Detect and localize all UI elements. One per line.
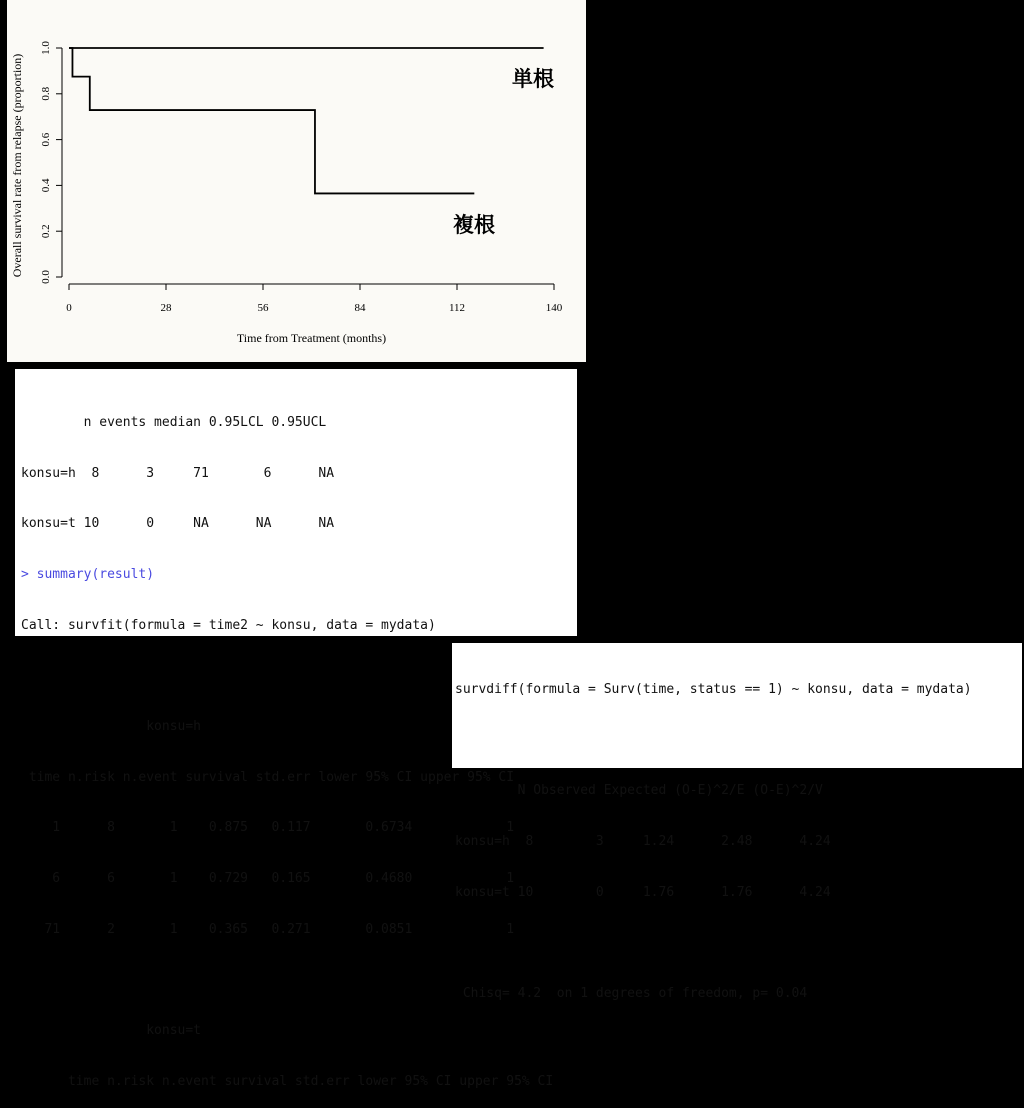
console-line: N Observed Expected (O-E)^2/E (O-E)^2/V bbox=[455, 783, 823, 799]
y-tick-label: 0.6 bbox=[40, 132, 52, 147]
y-tick-label: 0.2 bbox=[40, 224, 52, 239]
y-tick-label: 0.0 bbox=[40, 270, 52, 284]
series-label-1: 単根 bbox=[512, 67, 554, 91]
x-axis-label: Time from Treatment (months) bbox=[236, 331, 387, 345]
console-line: time n.risk n.event survival std.err lower 95% CI upper 95% CI bbox=[21, 1073, 554, 1089]
console-line: 1 8 1 0.875 0.117 0.6734 1 bbox=[21, 820, 515, 836]
console-line: konsu=t bbox=[21, 1023, 202, 1039]
x-tick-label: 56 bbox=[257, 302, 269, 314]
console-line: 71 2 1 0.365 0.271 0.0851 1 bbox=[21, 921, 515, 937]
y-tick-label: 0.8 bbox=[40, 86, 52, 101]
console-line: survdiff(formula = Surv(time, status == 1) ~ konsu, data = mydata) bbox=[455, 681, 972, 697]
console-line: 6 6 1 0.729 0.165 0.4680 1 bbox=[21, 871, 515, 887]
x-tick-label: 112 bbox=[448, 302, 466, 314]
x-tick-label: 0 bbox=[66, 302, 72, 314]
console-line: konsu=t 10 0 NA NA NA bbox=[21, 516, 335, 532]
series-label-2: 複根 bbox=[453, 213, 495, 237]
y-axis-label: Overall survival rate from relapse (proportion) bbox=[10, 53, 24, 278]
console-line: Chisq= 4.2 on 1 degrees of freedom, p= 0.04 bbox=[455, 986, 808, 1002]
r-console-survfit-summary bbox=[15, 369, 577, 1089]
y-tick-label: 0.4 bbox=[40, 178, 52, 193]
console-command-line: > summary(result) bbox=[21, 566, 155, 582]
x-tick-label: 84 bbox=[354, 302, 366, 314]
console-line: konsu=h 8 3 71 6 NA bbox=[21, 465, 335, 481]
console-line: n events median 0.95LCL 0.95UCL bbox=[21, 414, 327, 430]
survival-plot-panel bbox=[7, 0, 586, 362]
y-tick-label: 1.0 bbox=[40, 41, 52, 55]
x-tick-label: 140 bbox=[545, 302, 563, 314]
console-line bbox=[455, 935, 1022, 952]
x-tick-label: 28 bbox=[160, 302, 172, 314]
km-chart bbox=[7, 0, 586, 362]
console-line: konsu=t 10 0 1.76 1.76 4.24 bbox=[455, 884, 831, 900]
console-line: konsu=h 8 3 1.24 2.48 4.24 bbox=[455, 833, 831, 849]
console-line: konsu=h bbox=[21, 719, 202, 735]
console-line bbox=[455, 733, 1022, 750]
r-console-survdiff bbox=[452, 643, 1022, 1002]
series-line-2 bbox=[69, 48, 474, 193]
console-line: time n.risk n.event survival std.err lower 95% CI upper 95% CI bbox=[21, 769, 515, 785]
console-line: Call: survfit(formula = time2 ~ konsu, data = mydata) bbox=[21, 617, 436, 633]
